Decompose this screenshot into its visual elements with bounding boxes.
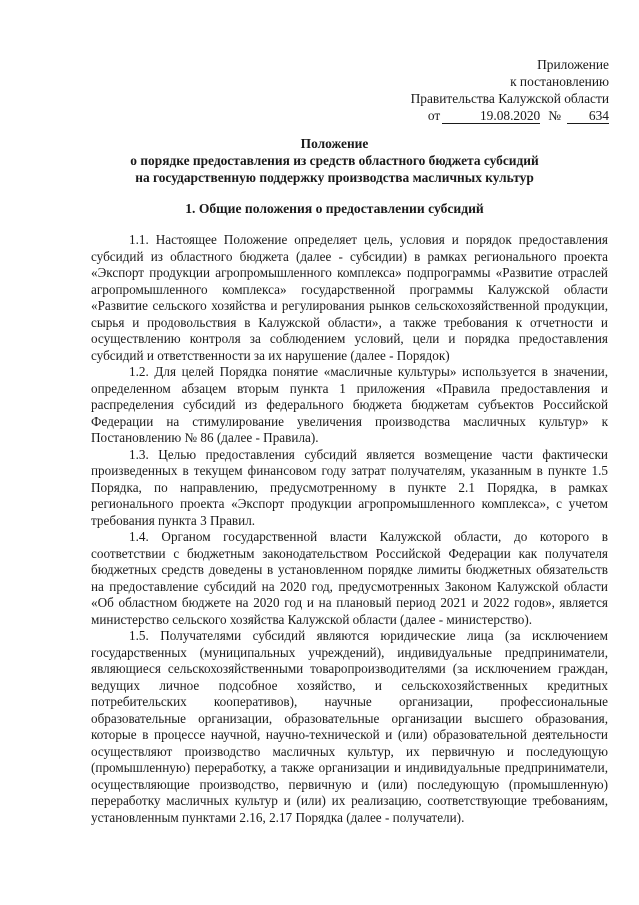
appendix-line-2: к постановлению <box>510 74 609 89</box>
paragraph-1-4: 1.4. Органом государственной власти Калужской области, до которого в соответствии с бюджетным законодательством Российской Федерации как получателя бюджетных средств доведены в установленном порядке лимиты бюджетных обязательств на предоставление субсидий на 2020 год, предусмотренных Законом Калужской области «Об областном бюджете на 2020 год и на плановый период 2021 и 2022 годов», является министерство сельского хозяйства Калужской области (далее - министерство). <box>91 529 608 627</box>
appendix-date-line <box>369 107 609 124</box>
title-line-3: на государственную поддержку производства масличных культур <box>135 170 534 185</box>
appendix-line-1: Приложение <box>537 57 609 72</box>
title-line-2: о порядке предоставления из средств областного бюджета субсидий <box>130 153 539 168</box>
resolution-number: 634 <box>567 109 609 124</box>
title-line-1: Положение <box>300 136 369 151</box>
number-label: № <box>548 108 561 123</box>
paragraph-1-1: 1.1. Настоящее Положение определяет цель, условия и порядок предоставления субсидий из областного бюджета (далее - субсидии) в рамках регионального проекта «Экспорт продукции агропромышленного комплекса» подпрограммы «Развитие отраслей агропромышленного комплекса» государственной программы Калужской области «Развитие сельского хозяйства и регулирования рынков сельскохозяйственной продукции, сырья и продовольствия в Калужской области», а также требования к отчетности и осуществлению контроля за соблюдением условий, цели и порядка предоставления субсидий и ответственности за их нарушение (далее - Порядок) <box>91 232 608 363</box>
document-body <box>91 232 608 826</box>
paragraph-1-5: 1.5. Получателями субсидий являются юридические лица (за исключением государственных (муниципальных учреждений), индивидуальные предприниматели, являющиеся сельскохозяйственными товаропроизводителями (за исключением граждан, ведущих личное подсобное хозяйство, и сельскохозяйственных кредитных потребительских кооперативов), научные организации, профессиональные образовательные организации, образовательные организации высшего образования, которые в процессе научной, научно-технической и (или) образовательной деятельности осуществляют производство масличных культур, их первичную и последующую (промышленную) переработку, а также организации и индивидуальные предприниматели, осуществляющие производство, первичную и (или) последующую (промышленную) переработку масличных культур и (или) их реализацию, соответствующие требованиям, установленным пунктами 2.16, 2.17 Порядка (далее - получатели). <box>91 628 608 825</box>
from-label: от <box>427 108 441 123</box>
resolution-date: 19.08.2020 <box>442 109 540 124</box>
appendix-line-3: Правительства Калужской области <box>410 91 609 106</box>
document-title <box>60 135 609 186</box>
paragraph-1-2: 1.2. Для целей Порядка понятие «масличные культуры» используется в значении, определенном абзацем вторым пункта 1 приложения «Правила предоставления и распределения субсидий из федерального бюджета бюджетам субъектов Российской Федерации на стимулирование увеличения производства масличных культур» к Постановлению № 86 (далее - Правила). <box>91 364 608 445</box>
appendix-block <box>369 56 609 124</box>
section-heading: 1. Общие положения о предоставлении субсидий <box>185 201 484 216</box>
paragraph-1-3: 1.3. Целью предоставления субсидий является возмещение части фактически произведенных в текущем финансовом году затрат получателям, указанным в пункте 1.5 Порядка, по направлению, предусмотренному в пункте 2.1 Порядка, в рамках регионального проекта «Экспорт продукции агропромышленного комплекса», с учетом требования пункта 3 Правил. <box>91 446 608 528</box>
